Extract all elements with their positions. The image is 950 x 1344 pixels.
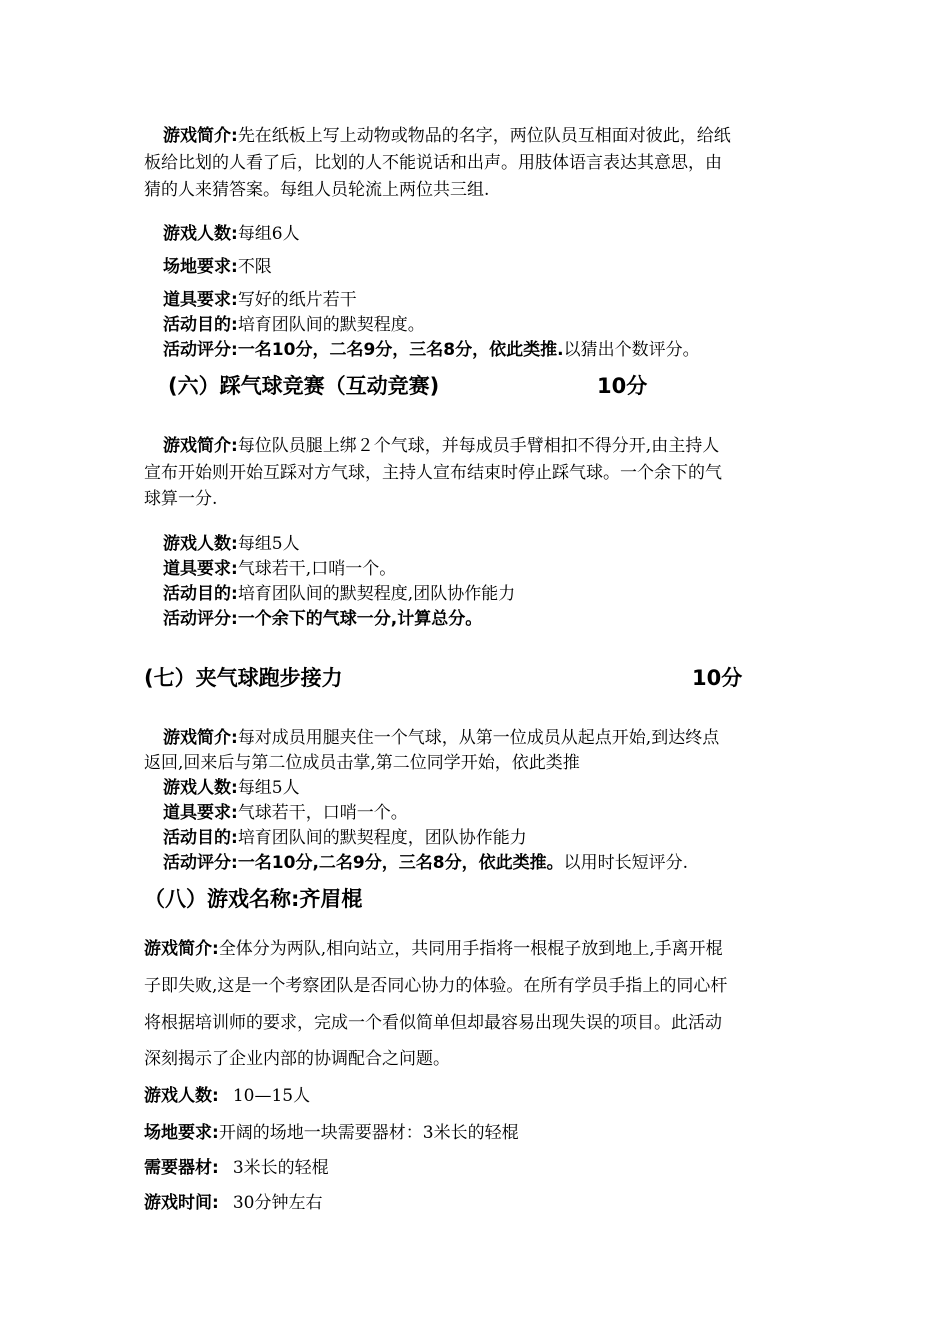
s8-equip-label: 需要器材: <box>144 1158 219 1178</box>
s7-goal-label: 活动目的: <box>163 828 238 848</box>
s8-intro-line-3: 将根据培训师的要求，完成一个看似简单但却最容易出现失误的项目。此活动 <box>144 1013 722 1033</box>
s8-players <box>144 1084 310 1108</box>
s7-props <box>163 801 408 825</box>
s6-props <box>163 557 396 581</box>
s6-title: (六）踩气球竞赛（互动竞赛) <box>168 374 440 398</box>
s6-intro-line-3: 球算一分. <box>144 489 218 509</box>
s6-intro-line-1 <box>163 434 719 458</box>
s5-goal-value: 培育团队间的默契程度。 <box>237 315 425 335</box>
s8-time <box>144 1191 322 1215</box>
s6-players-label: 游戏人数: <box>163 534 238 554</box>
s8-time-value: 30分钟左右 <box>232 1193 323 1213</box>
s6-goal-value: 培育团队间的默契程度,团队协作能力 <box>237 584 516 604</box>
s7-players-value: 每组5人 <box>237 778 300 798</box>
s5-props-value: 写好的纸片若干 <box>237 290 357 310</box>
s7-intro-text-1: 每对成员用腿夹住一个气球，从第一位成员从起点开始,到达终点 <box>237 728 720 748</box>
s7-players <box>163 776 300 800</box>
s6-intro-label: 游戏简介: <box>163 436 238 456</box>
s8-equip-value: 3米长的轻棍 <box>232 1158 329 1178</box>
s6-props-label: 道具要求: <box>163 559 238 579</box>
s5-intro-line-1 <box>163 124 731 148</box>
s5-props-label: 道具要求: <box>163 290 238 310</box>
s8-intro-line-1 <box>144 937 723 961</box>
s6-players-value: 每组5人 <box>237 534 300 554</box>
s7-goal <box>163 826 527 850</box>
s5-score <box>163 338 700 362</box>
s5-score-label: 活动评分: <box>163 340 238 360</box>
s7-props-label: 道具要求: <box>163 803 238 823</box>
s5-players-value: 每组6人 <box>237 224 300 244</box>
s6-intro-text-1: 每位队员腿上绑２个气球，并每成员手臂相扣不得分开,由主持人 <box>237 436 720 456</box>
s8-venue-label: 场地要求: <box>144 1123 219 1143</box>
s5-venue <box>163 255 272 279</box>
s8-players-label: 游戏人数: <box>144 1086 219 1106</box>
s6-goal <box>163 582 515 606</box>
s5-score-bold: 一名10分，二名9分，三名8分，依此类推. <box>237 340 564 360</box>
s5-score-rest: 以猜出个数评分。 <box>563 340 700 360</box>
s8-intro-text-1: 全体分为两队,相向站立，共同用手指将一根棍子放到地上,手离开棍 <box>218 939 723 959</box>
s7-props-value: 气球若干，口哨一个。 <box>237 803 408 823</box>
s6-players <box>163 532 300 556</box>
s6-intro-line-2: 宣布开始则开始互踩对方气球，主持人宣布结束时停止踩气球。一个余下的气 <box>144 463 722 483</box>
s5-intro-line-3: 猜的人来猜答案。每组人员轮流上两位共三组. <box>144 180 490 200</box>
s7-score <box>163 851 688 875</box>
s7-intro-line-2: 返回,回来后与第二位成员击掌,第二位同学开始，依此类推 <box>144 753 580 773</box>
s7-score-label: 活动评分: <box>163 853 238 873</box>
s5-goal-label: 活动目的: <box>163 315 238 335</box>
s5-players <box>163 222 300 246</box>
s5-intro-label: 游戏简介: <box>163 126 238 146</box>
s6-props-value: 气球若干,口哨一个。 <box>237 559 397 579</box>
s7-title: (七）夹气球跑步接力 <box>144 666 343 690</box>
s8-intro-line-2: 子即失败,这是一个考察团队是否同心协力的体验。在所有学员手指上的同心杆 <box>144 976 728 996</box>
s6-score <box>163 607 482 631</box>
s8-players-value: 10—15人 <box>232 1086 311 1106</box>
s8-equip <box>144 1156 329 1180</box>
s6-score-bold: 一个余下的气球一分,计算总分。 <box>237 609 483 629</box>
s8-title: （八）游戏名称:齐眉棍 <box>144 887 363 911</box>
s8-venue-value: 开阔的场地一块需要器材：3米长的轻棍 <box>218 1123 519 1143</box>
s5-intro-line-2: 板给比划的人看了后，比划的人不能说话和出声。用肢体语言表达其意思，由 <box>144 153 722 173</box>
s7-score-bold: 一名10分,二名9分，三名8分，依此类推。 <box>237 853 564 873</box>
s5-players-label: 游戏人数: <box>163 224 238 244</box>
s5-venue-value: 不限 <box>237 257 272 277</box>
s7-intro-line-1 <box>163 726 719 750</box>
s7-points: 10分 <box>692 666 743 690</box>
s8-venue <box>144 1121 519 1145</box>
s6-points: 10分 <box>597 374 648 398</box>
s8-intro-label: 游戏简介: <box>144 939 219 959</box>
s7-intro-label: 游戏简介: <box>163 728 238 748</box>
s8-intro-line-4: 深刻揭示了企业内部的协调配合之问题。 <box>144 1049 450 1069</box>
s6-goal-label: 活动目的: <box>163 584 238 604</box>
s7-score-rest: 以用时长短评分. <box>563 853 688 873</box>
s7-goal-value: 培育团队间的默契程度，团队协作能力 <box>237 828 527 848</box>
s8-time-label: 游戏时间: <box>144 1193 219 1213</box>
s5-venue-label: 场地要求: <box>163 257 238 277</box>
s5-props <box>163 288 357 312</box>
s5-goal <box>163 313 425 337</box>
s5-intro-text-1: 先在纸板上写上动物或物品的名字，两位队员互相面对彼此，给纸 <box>237 126 731 146</box>
s6-score-label: 活动评分: <box>163 609 238 629</box>
s7-players-label: 游戏人数: <box>163 778 238 798</box>
